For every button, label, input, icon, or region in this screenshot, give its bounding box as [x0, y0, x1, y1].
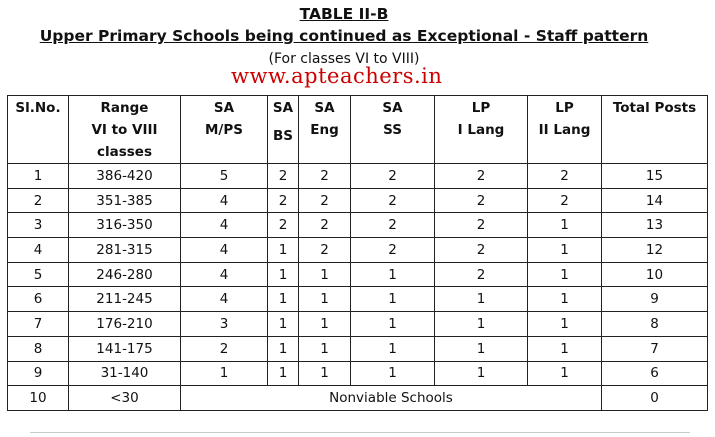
- cell-sa-mps: 5: [181, 164, 268, 189]
- cell-sa-ss: 1: [351, 287, 435, 312]
- cell-sa-eng: 1: [299, 287, 351, 312]
- cell-sa-mps: 2: [181, 336, 268, 361]
- cell-sa-ss: 2: [351, 188, 435, 213]
- cell-range: 211-245: [69, 287, 181, 312]
- cell-total-posts: 13: [602, 213, 708, 238]
- cell-sl-no: 1: [8, 164, 69, 189]
- cell-sa-ss: 1: [351, 262, 435, 287]
- header-total-posts: Total Posts: [602, 96, 708, 164]
- divider: [30, 432, 690, 433]
- header-lp-ii-lang: LP II Lang: [528, 96, 602, 164]
- cell-sl-no: 5: [8, 262, 69, 287]
- table-row: [8, 312, 708, 337]
- header-sa-mps: SA M/PS: [181, 96, 268, 164]
- table-subtitle: Upper Primary Schools being continued as Exceptional - Staff pattern: [39, 27, 649, 45]
- cell-sl-no: 7: [8, 312, 69, 337]
- cell-range: 31-140: [69, 361, 181, 386]
- cell-sa-mps: 3: [181, 312, 268, 337]
- cell-lp-ii-lang: 1: [528, 312, 602, 337]
- table-row: [8, 188, 708, 213]
- watermark-link[interactable]: www.apteachers.in: [231, 64, 443, 88]
- cell-range: <30: [69, 386, 181, 411]
- cell-lp-i-lang: 1: [435, 361, 528, 386]
- cell-lp-ii-lang: 1: [528, 336, 602, 361]
- header-sa-bs: SA BS: [268, 96, 299, 164]
- staff-pattern-table: [7, 95, 708, 411]
- cell-sa-bs: 2: [268, 188, 299, 213]
- cell-sa-bs: 1: [268, 312, 299, 337]
- table-row: [8, 213, 708, 238]
- cell-sa-eng: 2: [299, 164, 351, 189]
- cell-sa-bs: 2: [268, 213, 299, 238]
- cell-sa-ss: 1: [351, 312, 435, 337]
- cell-lp-i-lang: 2: [435, 213, 528, 238]
- header-row: [8, 96, 708, 164]
- cell-total-posts: 0: [602, 386, 708, 411]
- cell-lp-ii-lang: 1: [528, 287, 602, 312]
- cell-sl-no: 10: [8, 386, 69, 411]
- cell-range: 141-175: [69, 336, 181, 361]
- cell-sa-bs: 1: [268, 361, 299, 386]
- cell-sa-ss: 2: [351, 213, 435, 238]
- cell-total-posts: 10: [602, 262, 708, 287]
- cell-lp-i-lang: 1: [435, 287, 528, 312]
- cell-lp-i-lang: 2: [435, 238, 528, 263]
- cell-sl-no: 2: [8, 188, 69, 213]
- cell-lp-i-lang: 2: [435, 164, 528, 189]
- table-title: TABLE II-B: [299, 5, 389, 23]
- cell-sa-eng: 1: [299, 262, 351, 287]
- cell-sa-mps: 4: [181, 188, 268, 213]
- cell-total-posts: 15: [602, 164, 708, 189]
- cell-sa-eng: 2: [299, 188, 351, 213]
- cell-sa-bs: 2: [268, 164, 299, 189]
- cell-lp-i-lang: 1: [435, 336, 528, 361]
- cell-sa-eng: 1: [299, 312, 351, 337]
- cell-lp-i-lang: 1: [435, 312, 528, 337]
- cell-sa-mps: 4: [181, 238, 268, 263]
- cell-lp-i-lang: 2: [435, 188, 528, 213]
- cell-sa-mps: 1: [181, 361, 268, 386]
- cell-range: 246-280: [69, 262, 181, 287]
- classes-note: (For classes VI to VIII): [268, 51, 420, 67]
- cell-sa-ss: 1: [351, 336, 435, 361]
- cell-sa-bs: 1: [268, 287, 299, 312]
- table-row: [8, 262, 708, 287]
- cell-total-posts: 8: [602, 312, 708, 337]
- cell-sa-bs: 1: [268, 262, 299, 287]
- cell-range: 281-315: [69, 238, 181, 263]
- table-row: [8, 287, 708, 312]
- cell-total-posts: 12: [602, 238, 708, 263]
- cell-lp-i-lang: 2: [435, 262, 528, 287]
- cell-sl-no: 8: [8, 336, 69, 361]
- cell-lp-ii-lang: 1: [528, 262, 602, 287]
- cell-lp-ii-lang: 1: [528, 213, 602, 238]
- cell-sl-no: 3: [8, 213, 69, 238]
- cell-sa-mps: 4: [181, 262, 268, 287]
- cell-sa-eng: 2: [299, 238, 351, 263]
- cell-sl-no: 9: [8, 361, 69, 386]
- cell-sa-eng: 1: [299, 336, 351, 361]
- cell-lp-ii-lang: 2: [528, 164, 602, 189]
- cell-sa-ss: 2: [351, 164, 435, 189]
- cell-sa-eng: 1: [299, 361, 351, 386]
- table-row: [8, 336, 708, 361]
- table-row: [8, 238, 708, 263]
- cell-range: 316-350: [69, 213, 181, 238]
- cell-range: 176-210: [69, 312, 181, 337]
- table-body: [8, 164, 708, 386]
- cell-sl-no: 6: [8, 287, 69, 312]
- cell-sa-mps: 4: [181, 287, 268, 312]
- cell-range: 351-385: [69, 188, 181, 213]
- cell-lp-ii-lang: 1: [528, 361, 602, 386]
- cell-sa-mps: 4: [181, 213, 268, 238]
- cell-lp-ii-lang: 1: [528, 238, 602, 263]
- cell-total-posts: 14: [602, 188, 708, 213]
- table-row: [8, 164, 708, 189]
- header-sa-ss: SA SS: [351, 96, 435, 164]
- header-sa-eng: SA Eng: [299, 96, 351, 164]
- cell-sa-bs: 1: [268, 238, 299, 263]
- cell-sl-no: 4: [8, 238, 69, 263]
- cell-lp-ii-lang: 2: [528, 188, 602, 213]
- header-sl-no: Sl.No.: [8, 96, 69, 164]
- cell-sa-bs: 1: [268, 336, 299, 361]
- cell-nonviable-schools: Nonviable Schools: [181, 386, 602, 411]
- table-row: [8, 361, 708, 386]
- header-lp-i-lang: LP I Lang: [435, 96, 528, 164]
- header-range: Range VI to VIII classes: [69, 96, 181, 164]
- cell-total-posts: 9: [602, 287, 708, 312]
- cell-total-posts: 7: [602, 336, 708, 361]
- cell-sa-ss: 1: [351, 361, 435, 386]
- table-row-nonviable: [8, 386, 708, 411]
- cell-sa-eng: 2: [299, 213, 351, 238]
- cell-total-posts: 6: [602, 361, 708, 386]
- cell-range: 386-420: [69, 164, 181, 189]
- cell-sa-ss: 2: [351, 238, 435, 263]
